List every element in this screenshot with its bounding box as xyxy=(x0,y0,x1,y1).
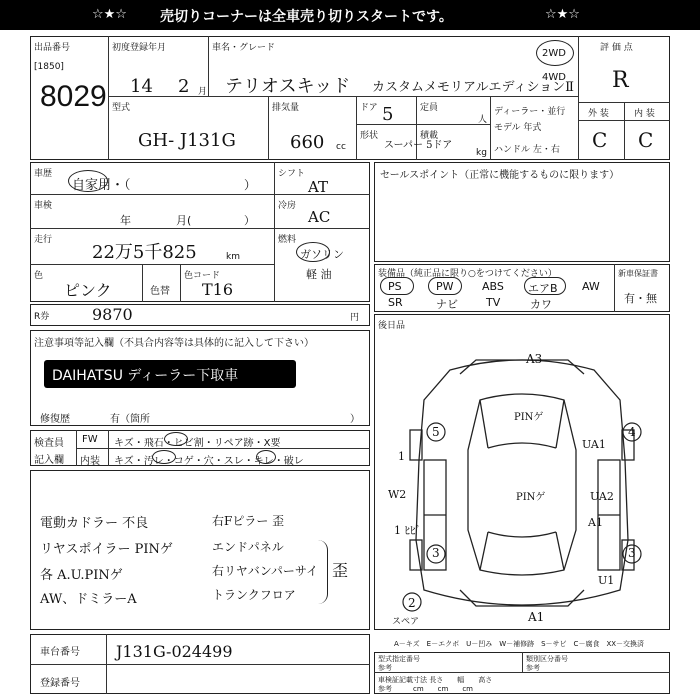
banner-text: 売切りコーナーは全車売り切りスタートです。 xyxy=(160,9,453,25)
spec-row3: 車検証記載寸法 長さ 幅 高さ xyxy=(378,676,493,684)
spec-row2b: 参考 xyxy=(526,664,540,672)
load-unit: kg xyxy=(476,148,487,158)
mileage-value: 22万5千825 xyxy=(92,242,197,263)
registration-label: 登録番号 xyxy=(40,678,80,689)
repair-label-text: 修復歴 xyxy=(40,414,70,425)
new-warranty-label: 新車保証書 xyxy=(618,269,658,278)
color-code-label: 色コード xyxy=(184,271,221,281)
doors-value: 5 xyxy=(382,104,394,125)
note-right-3: 右リヤバンパーサイ xyxy=(212,564,319,578)
sales-point-label: セールスポイント（正常に機能するものに限ります） xyxy=(380,170,620,181)
spec-row2a: 参考 xyxy=(378,664,392,672)
note-left-1: 電動カドラー 不良 xyxy=(40,516,149,531)
shaken-month: 月( xyxy=(176,214,192,227)
note-bracket xyxy=(318,540,328,604)
fuel-gas: ガソリン xyxy=(300,248,344,261)
drive-4wd: 4WD xyxy=(542,72,566,83)
shift-label: シフト xyxy=(278,169,306,179)
shaken-year: 年 xyxy=(120,214,131,227)
drive-2wd: 2WD xyxy=(542,48,566,59)
recycle-unit: 円 xyxy=(350,313,360,323)
notes-label: 注意事項等記入欄（不具合内容等は具体的に記入して下さい） xyxy=(34,338,314,349)
capacity-unit: 人 xyxy=(478,115,488,125)
history-value: 自家用・（ xyxy=(72,178,131,193)
note-right-4: トランクフロア xyxy=(212,588,296,602)
displacement-unit: cc xyxy=(336,142,346,152)
shaken-label: 車検 xyxy=(34,201,53,211)
banner-stars-left: ☆★☆ xyxy=(92,7,127,22)
first-reg-label: 初度登録年月 xyxy=(112,43,167,53)
shape-value: スーパー 5ドア xyxy=(384,140,453,151)
car-diagram xyxy=(380,340,664,630)
diag-roof: PINゲ xyxy=(514,412,544,423)
chassis-label: 車台番号 xyxy=(40,647,80,658)
color-value: ピンク xyxy=(64,281,112,300)
equip-sr: SR xyxy=(388,296,403,309)
color-label: 色 xyxy=(34,271,44,281)
fuel-diesel: 軽 油 xyxy=(306,268,332,281)
inspector-mark3 xyxy=(256,450,276,464)
ext-value: C xyxy=(592,128,608,152)
diag-mark-5: 5 xyxy=(432,425,440,439)
model-year-label: モデル 年式 xyxy=(494,123,542,133)
displacement-value: 660 xyxy=(290,132,325,153)
note-left-3: 各 A.U.PINゲ xyxy=(40,568,123,583)
spec-row4: 参考 cm cm cm xyxy=(378,685,474,693)
diag-spare: スペア xyxy=(392,617,420,627)
color-code: T16 xyxy=(202,280,234,299)
grade-score: R xyxy=(612,68,629,93)
equip-airbag: エアB xyxy=(528,282,558,295)
int-value: C xyxy=(638,128,654,152)
spec-row1b: 類別区分番号 xyxy=(526,655,568,663)
aircon-label: 冷房 xyxy=(278,201,297,211)
history-circle xyxy=(68,170,108,192)
new-warranty-value: 有・無 xyxy=(624,292,657,305)
drive-circle xyxy=(536,40,574,66)
repair-value: 有（箇所 xyxy=(110,414,150,425)
dealer-badge: DAIHATSU ディーラー下取車 xyxy=(44,360,296,388)
inspector-row1-head: FW xyxy=(82,434,98,445)
diag-spare-num: 2 xyxy=(408,596,416,610)
diag-hood: PINゲ xyxy=(516,492,546,503)
diag-left-3: 1 ﾋﾋﾞ xyxy=(394,524,421,537)
lot-label: 出品番号 xyxy=(34,43,71,53)
note-right-1: 右Fピラー 歪 xyxy=(212,514,285,528)
int-label: 内 装 xyxy=(634,109,655,119)
diag-legend: A－キズ E－エクボ U－凹み W－補修跡 S－サビ C－腐食 XX－交換済 xyxy=(394,640,645,648)
equip-ps-circle xyxy=(380,277,414,295)
doors-label: ドア xyxy=(360,103,378,113)
first-reg-year: 14 xyxy=(130,76,153,97)
equip-aw: AW xyxy=(582,280,600,293)
load-label: 積載 xyxy=(420,131,439,141)
diag-left-1: 1 xyxy=(398,450,405,463)
model-grade: カスタムメモリアルエディションⅡ xyxy=(372,80,575,95)
diag-mark-3a: 3 xyxy=(432,546,440,560)
note-right-2: エンドパネル xyxy=(212,540,284,554)
recycle-value: 9870 xyxy=(92,305,133,324)
note-left-2: リヤスポイラー PINゲ xyxy=(40,542,173,557)
spec-row1a: 型式指定番号 xyxy=(378,655,420,663)
type-label: 型式 xyxy=(112,103,131,113)
lot-sub: [1850] xyxy=(34,62,64,72)
inspector-label2: 記入欄 xyxy=(34,455,64,466)
mileage-unit: km xyxy=(226,252,240,262)
diag-left-2: W2 xyxy=(388,488,407,501)
grade-label: 評 価 点 xyxy=(600,43,633,53)
recycle-box xyxy=(30,304,370,326)
note-left-4: AW、ドミラーA xyxy=(40,592,137,607)
ext-label: 外 装 xyxy=(588,109,609,119)
recycle-label: R券 xyxy=(34,312,50,322)
inspector-mark1 xyxy=(164,432,188,446)
model-name-label: 車名・グレード xyxy=(212,43,276,53)
inspector-row2-head: 内装 xyxy=(80,456,100,467)
diag-right-3: A1 xyxy=(588,516,603,529)
equip-navi: ナビ xyxy=(436,298,458,311)
equip-pw-circle xyxy=(428,277,462,295)
diag-right-1: UA1 xyxy=(582,438,606,451)
fuel-label: 燃料 xyxy=(278,235,297,245)
diag-bottom: A1 xyxy=(528,610,545,624)
type-value: GH- J131G xyxy=(138,130,236,151)
first-reg-month-unit: 月 xyxy=(198,87,208,97)
banner-stars-right: ☆★☆ xyxy=(545,7,580,22)
handle-label: ハンドル 左・右 xyxy=(494,145,560,155)
inspector-row2: キズ・汚レ・コゲ・穴・スレ・キレ・破レ xyxy=(114,456,304,467)
equip-tv: TV xyxy=(486,296,501,309)
repair-close: ） xyxy=(350,414,360,425)
repaint-label: 色替 xyxy=(150,286,170,297)
shape-label: 形状 xyxy=(360,131,379,141)
dealer-label: ディーラー・並行 xyxy=(494,107,566,117)
first-reg-month: 2 xyxy=(178,76,190,97)
post-item-label: 後日品 xyxy=(378,321,406,331)
equip-pw: PW xyxy=(436,280,454,293)
history-close: ） xyxy=(244,178,257,192)
displacement-label: 排気量 xyxy=(272,103,300,113)
aircon-value: AC xyxy=(308,208,331,226)
capacity-label: 定員 xyxy=(420,103,439,113)
history-label: 車歴 xyxy=(34,169,53,179)
chassis-value: J131G-024499 xyxy=(116,642,233,661)
inspector-label1: 検査員 xyxy=(34,438,64,449)
top-section xyxy=(30,36,670,160)
note-right-mark: 歪 xyxy=(332,561,349,580)
shaken-close: ） xyxy=(244,214,255,227)
inspector-mark2 xyxy=(152,450,176,464)
diag-mark-3b: 3 xyxy=(628,546,636,560)
diag-right-4: U1 xyxy=(598,574,615,587)
fuel-gas-circle xyxy=(296,242,330,262)
diag-right-2: UA2 xyxy=(590,490,614,503)
equip-airbag-circle xyxy=(524,277,566,295)
equip-abs: ABS xyxy=(482,280,504,293)
shift-value: AT xyxy=(308,178,329,196)
inspector-row1: キズ・飛石・ヒビ割・リペア跡・X要 xyxy=(114,438,281,449)
diag-mark-4: 4 xyxy=(628,425,636,439)
equip-leather: カワ xyxy=(530,298,552,311)
diag-top: A3 xyxy=(526,352,543,366)
mileage-label: 走行 xyxy=(34,235,53,245)
model-name: テリオスキッド xyxy=(225,76,351,97)
equip-ps: PS xyxy=(388,280,402,293)
equipment-label: 装備品（純正品に限り○をつけてください） xyxy=(378,269,557,279)
lot-number: 8029 xyxy=(40,80,107,113)
